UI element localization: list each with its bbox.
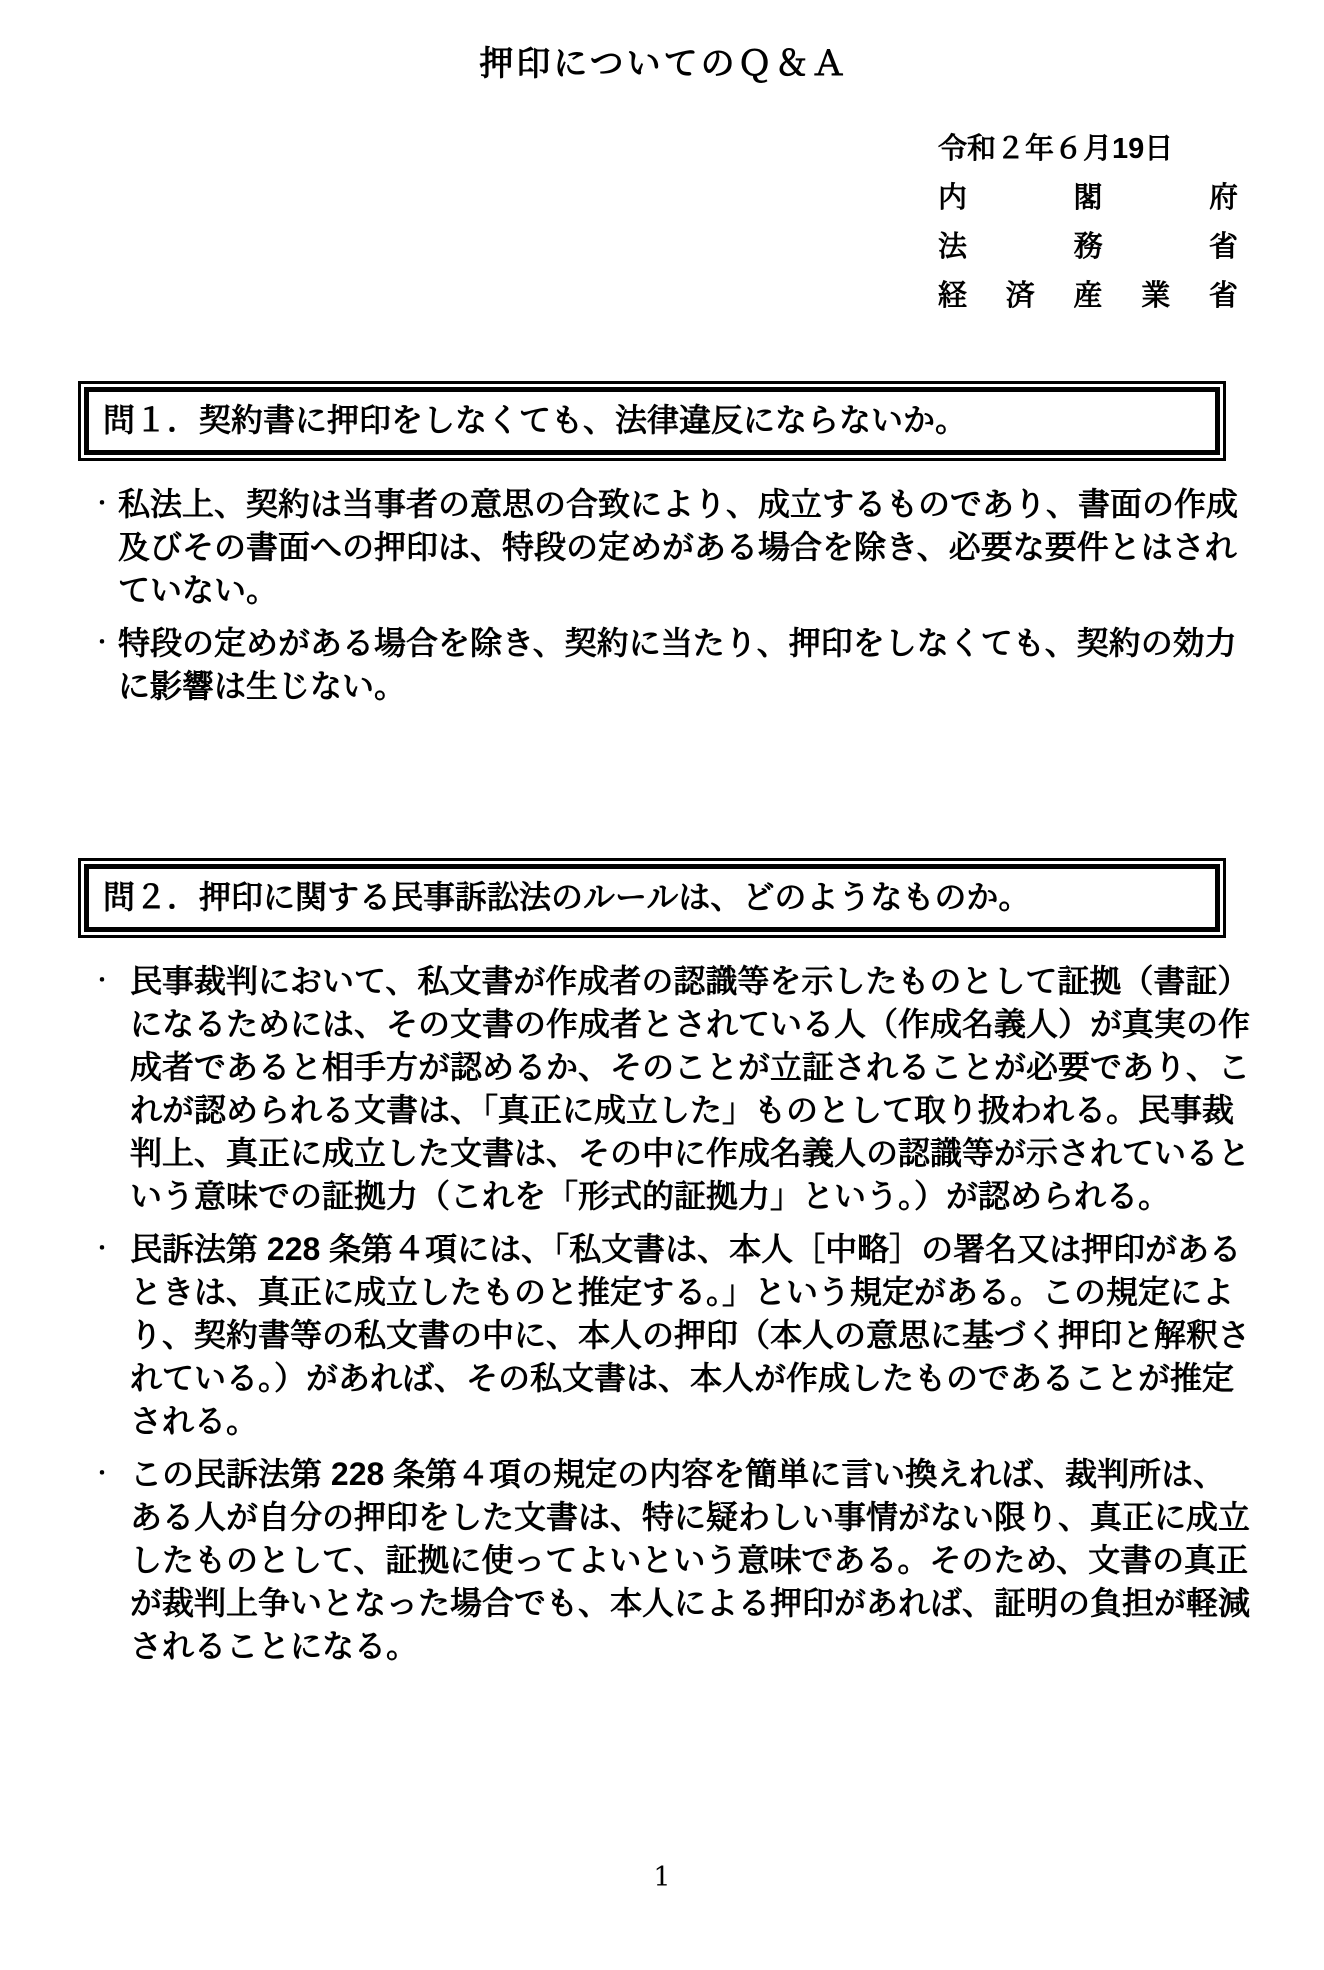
question-2-section (78, 858, 1250, 1668)
page-number: 1 (653, 1862, 671, 1893)
answer-text: 特段の定めがある場合を除き、契約に当たり、押印をしなくても、契約の効力に影響は生じない。 (118, 625, 1237, 704)
question-1-answer-list (78, 483, 1250, 708)
question-2-heading-box (78, 858, 1226, 938)
issuer-block (938, 125, 1238, 321)
bullet-icon: ・ (92, 632, 112, 654)
list-item (78, 960, 1250, 1218)
question-2-heading: 問２．押印に関する民事訴訟法のルールは、どのようなものか。 (84, 864, 1220, 932)
answer-text: 私法上、契約は当事者の意思の合致により、成立するものであり、書面の作成及びその書面への押印は、特段の定めがある場合を除き、必要な要件とはされていない。 (118, 486, 1239, 608)
list-item (78, 1453, 1250, 1668)
list-item (78, 1228, 1250, 1443)
list-item (78, 622, 1250, 708)
answer-text: 民事裁判において、私文書が作成者の認識等を示したものとして証拠（書証）になるためには、その文書の作成者とされている人（作成名義人）が真実の作成者であると相手方が認めるか、そのことが立証されることが必要であり、これが認められる文書は、「真正に成立した」ものとして取り扱われる。民事裁判上、真正に成立した文書は、その中に作成名義人の認識等が示されているという意味での証拠力（これを「形式的証拠力」という。）が認められる。 (130, 963, 1251, 1214)
bullet-icon: ・ (92, 1238, 112, 1260)
question-1-heading: 問１．契約書に押印をしなくても、法律違反にならないか。 (84, 387, 1220, 455)
organization-cabinet-office: 内閣府 (938, 182, 1238, 214)
bullet-icon: ・ (92, 1463, 112, 1485)
page-title: 押印についてのＱ＆Ａ (479, 45, 849, 83)
organization-ministry-of-justice: 法務省 (938, 231, 1238, 263)
question-1-section (78, 381, 1250, 708)
answer-text: 民訴法第 228 条第４項には、「私文書は、本人［中略］の署名又は押印があるときは、真正に成立したものと推定する。」という規定がある。この規定により、契約書等の私文書の中に、本人の押印（本人の意思に基づく押印と解釈されている。）があれば、その私文書は、本人が作成したものであることが推定される。 (130, 1231, 1251, 1439)
bullet-icon: ・ (92, 970, 112, 992)
question-2-answer-list (78, 960, 1250, 1668)
issue-date: 令和２年６月19日 (938, 133, 1174, 165)
organization-ministry-of-economy: 経済産業省 (938, 280, 1238, 312)
question-1-heading-box (78, 381, 1226, 461)
bullet-icon: ・ (92, 493, 112, 515)
answer-text: この民訴法第 228 条第４項の規定の内容を簡単に言い換えれば、裁判所は、ある人が自分の押印をした文書は、特に疑わしい事情がない限り、真正に成立したものとして、証拠に使ってよいという意味である。そのため、文書の真正が裁判上争いとなった場合でも、本人による押印があれば、証明の負担が軽減されることになる。 (130, 1456, 1251, 1664)
list-item (78, 483, 1250, 612)
